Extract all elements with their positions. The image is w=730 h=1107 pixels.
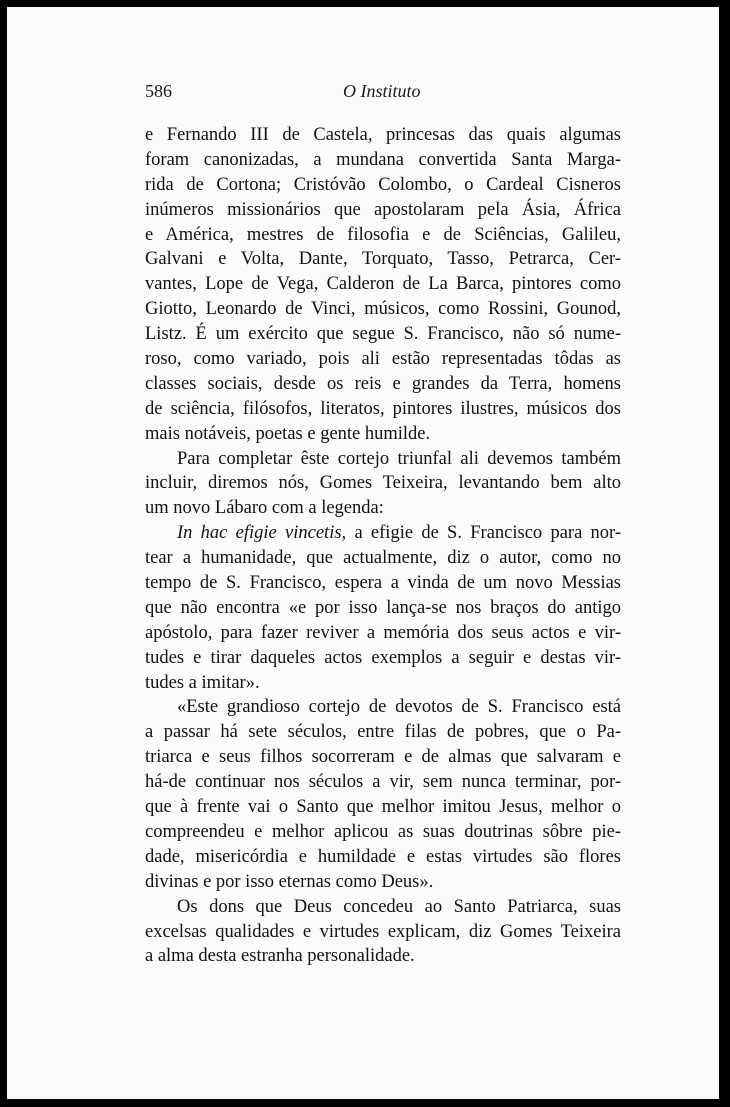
text-line: tear a humanidade, que actualmente, diz o autor, como no: [145, 548, 621, 569]
text-line: divinas e por isso eternas como Deus».: [145, 871, 434, 892]
text-line: que não encontra «e por isso lança-se nos braços do antigo: [145, 597, 621, 618]
text-line: rida de Cortona; Cristóvão Colombo, o Cardeal Cisneros: [145, 174, 621, 195]
text-line: incluir, diremos nós, Gomes Teixeira, levantando bem alto: [145, 473, 621, 494]
text-line: apóstolo, para fazer reviver a memória dos seus actos e vir-: [145, 622, 621, 643]
text-line: de sciência, filósofos, literatos, pintores ilustres, músicos dos: [145, 398, 621, 419]
text-line: a passar há sete séculos, entre filas de pobres, que o Pa-: [145, 722, 621, 743]
paragraph-2: [145, 447, 621, 522]
text-line: [145, 521, 621, 546]
text-fragment: a efigie de S. Francisco para nor-: [346, 523, 622, 544]
paragraph-3: [145, 521, 621, 695]
text-line: compreendeu e melhor aplicou as suas doutrinas sôbre pie-: [145, 821, 621, 842]
text-line: vantes, Lope de Vega, Calderon de La Barca, pintores como: [145, 274, 621, 295]
text-line: mais notáveis, poetas e gente humilde.: [145, 423, 431, 444]
text-line: Para completar êste cortejo triunfal ali devemos também: [177, 448, 621, 469]
text-line: classes sociais, desde os reis e grandes da Terra, homens: [145, 373, 621, 394]
text-line: tudes a imitar».: [145, 672, 260, 693]
motto-italic: In hac efigie vincetis,: [177, 523, 347, 544]
running-title: O Instituto: [343, 81, 421, 101]
text-line: que à frente vai o Santo que melhor imitou Jesus, melhor o: [145, 797, 621, 818]
text-line: Galvani e Volta, Dante, Torquato, Tasso, Petrarca, Cer-: [145, 249, 621, 270]
text-line: roso, como variado, pois ali estão representadas tôdas as: [145, 349, 621, 370]
text-line: tempo de S. Francisco, espera a vinda de um novo Messias: [145, 573, 621, 594]
page-number: 586: [145, 81, 172, 101]
text-line: e Fernando III de Castela, princesas das quais algumas: [145, 125, 621, 145]
text-line: inúmeros missionários que apostolaram pela Ásia, África: [145, 199, 621, 220]
page-header: [145, 81, 621, 105]
body-text: [145, 123, 621, 969]
text-line: e América, mestres de filosofia e de Sciências, Galileu,: [145, 224, 621, 245]
text-line: dade, misericórdia e humildade e estas virtudes são flores: [145, 846, 621, 867]
text-line: Listz. É um exército que segue S. Francisco, não só nume-: [145, 324, 621, 345]
text-line: triarca e seus filhos socorreram e de almas que salvaram e: [145, 747, 621, 768]
text-line: a alma desta estranha personalidade.: [145, 946, 415, 967]
text-line: foram canonizadas, a mundana convertida Santa Marga-: [145, 149, 621, 170]
paragraph-5: [145, 895, 621, 970]
text-line: Os dons que Deus concedeu ao Santo Patriarca, suas: [177, 896, 621, 917]
text-line: «Este grandioso cortejo de devotos de S. Francisco está: [177, 697, 621, 718]
text-line: há-de continuar nos séculos a vir, sem nunca terminar, por-: [145, 772, 621, 793]
text-line: um novo Lábaro com a legenda:: [145, 498, 384, 519]
text-line: Giotto, Leonardo de Vinci, músicos, como Rossini, Gounod,: [145, 299, 621, 320]
text-line: tudes e tirar daqueles actos exemplos a seguir e destas vir-: [145, 647, 621, 668]
text-line: excelsas qualidades e virtudes explicam, diz Gomes Teixeira: [145, 921, 621, 942]
paragraph-1: [145, 123, 621, 447]
paragraph-4: [145, 695, 621, 894]
book-page: [7, 7, 719, 1099]
